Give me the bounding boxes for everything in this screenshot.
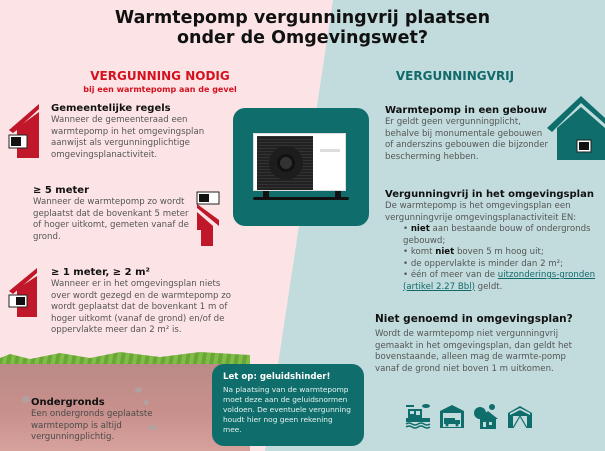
condition-item bbox=[403, 259, 605, 271]
exemption-grounds-link[interactable]: uitzonderings-gronden (artikel 2.27 Bbl) bbox=[403, 270, 596, 292]
garage-truck-icon bbox=[439, 403, 465, 429]
block-warmtepomp-in-gebouw bbox=[385, 104, 550, 163]
block-5-meter bbox=[33, 184, 193, 243]
page-title bbox=[0, 8, 605, 48]
block-title: Ondergronds bbox=[31, 397, 105, 408]
shed-icon bbox=[507, 403, 533, 429]
block-text: Wanneer de warmtepomp zo wordt geplaatst dat de bovenkant 5 meter of hoger uitkomt, gemeten vanaf de grond. bbox=[33, 197, 189, 242]
block-title: Niet genoemd in omgevingsplan? bbox=[375, 313, 573, 325]
house-trees-icon bbox=[473, 403, 499, 429]
exemption-icons bbox=[405, 403, 533, 429]
block-text: Wanneer de gemeenteraad een warmtepomp in het omgevingsplan aanwijst als vergunningplichtige omgevingsplanactiviteit. bbox=[51, 115, 205, 160]
condition-item bbox=[403, 224, 605, 247]
block-title: Gemeentelijke regels bbox=[51, 103, 171, 114]
bold-word: niet bbox=[410, 224, 430, 234]
red-house-facade-icon bbox=[7, 100, 45, 158]
conditions-list bbox=[403, 224, 605, 293]
noise-warning-callout bbox=[212, 364, 364, 446]
block-text: Wordt de warmtepomp niet vergunningvrij gemaakt in het omgevingsplan, dan geldt het bovenstaande, alleen mag de warmte-pomp vanaf de grond niet boven 1 m uitkomen. bbox=[375, 329, 573, 374]
permit-required-header bbox=[50, 69, 270, 94]
red-house-low-unit-icon bbox=[7, 265, 43, 317]
block-gemeentelijke-regels bbox=[51, 102, 221, 161]
heat-pump-icon bbox=[233, 108, 369, 226]
stone bbox=[135, 387, 142, 393]
block-title: ≥ 5 meter bbox=[33, 185, 89, 196]
block-text: Er geldt geen vergunningplicht, behalve bij monumentale gebouwen of anderszins gebouwen die bijzonder bescherming hebben. bbox=[385, 117, 549, 162]
heat-pump-base bbox=[253, 197, 349, 200]
permit-required-subheading: bij een warmtepomp aan de gevel bbox=[83, 85, 237, 94]
grass-strip bbox=[0, 352, 250, 364]
title-line-1: Warmtepomp vergunningvrij plaatsen bbox=[114, 8, 491, 28]
permit-required-heading: VERGUNNING NODIG bbox=[90, 69, 230, 83]
block-title: Vergunningvrij in het omgevingsplan bbox=[385, 189, 594, 200]
condition-text: geldt. bbox=[474, 281, 503, 292]
stone bbox=[22, 396, 30, 403]
condition-text: komt bbox=[410, 247, 436, 257]
condition-item bbox=[403, 247, 605, 259]
block-text: Een ondergronds geplaatste warmtepomp is altijd vergunningplichtig. bbox=[31, 409, 153, 442]
block-niet-genoemd bbox=[375, 313, 590, 375]
notice-text: Na plaatsing van de warmtepomp moet deze aan de geluidsnormen voldoen. De eventuele vergunning houdt hier nog geen rekening mee. bbox=[223, 385, 351, 434]
block-text: De warmtepomp is het omgevingsplan een vergunningvrije omgevingsplanactiviteit EN: bbox=[385, 201, 577, 223]
houseboat-icon bbox=[405, 403, 431, 429]
heat-pump-body bbox=[253, 133, 346, 191]
block-title: Warmtepomp in een gebouw bbox=[385, 105, 547, 116]
condition-text: de oppervlakte is minder dan 2 m²; bbox=[410, 258, 563, 269]
notice-title: Let op: geluidshinder! bbox=[223, 372, 331, 382]
fan-icon bbox=[269, 146, 303, 180]
red-house-high-unit-icon bbox=[195, 190, 221, 246]
heat-pump-slot bbox=[320, 149, 340, 152]
block-vergunningvrij-omgevingsplan bbox=[385, 188, 605, 293]
permit-free-heading: VERGUNNINGVRIJ bbox=[395, 69, 515, 83]
heat-pump-grille bbox=[257, 136, 313, 190]
condition-text: aan bestaande bouw of ondergronds gebouwd; bbox=[403, 224, 591, 246]
condition-item bbox=[403, 270, 605, 293]
block-title: ≥ 1 meter, ≥ 2 m² bbox=[51, 267, 150, 278]
title-line-2: onder de Omgevingswet? bbox=[177, 28, 428, 48]
block-ondergronds bbox=[31, 396, 181, 444]
block-1-meter-2-m2 bbox=[51, 266, 231, 337]
teal-house-icon bbox=[547, 94, 605, 160]
block-text: Wanneer er in het omgevingsplan niets over wordt gezegd en de warmtepomp zo wordt geplaatst dat de bovenkant 1 m of hoger uitkomt (vanaf de grond) en/of de oppervlakte meer dan 2 m² is. bbox=[51, 279, 231, 335]
condition-text: boven 5 m hoog uit; bbox=[454, 247, 544, 257]
condition-text: één of meer van de bbox=[410, 270, 498, 280]
bold-word: niet bbox=[435, 247, 455, 257]
